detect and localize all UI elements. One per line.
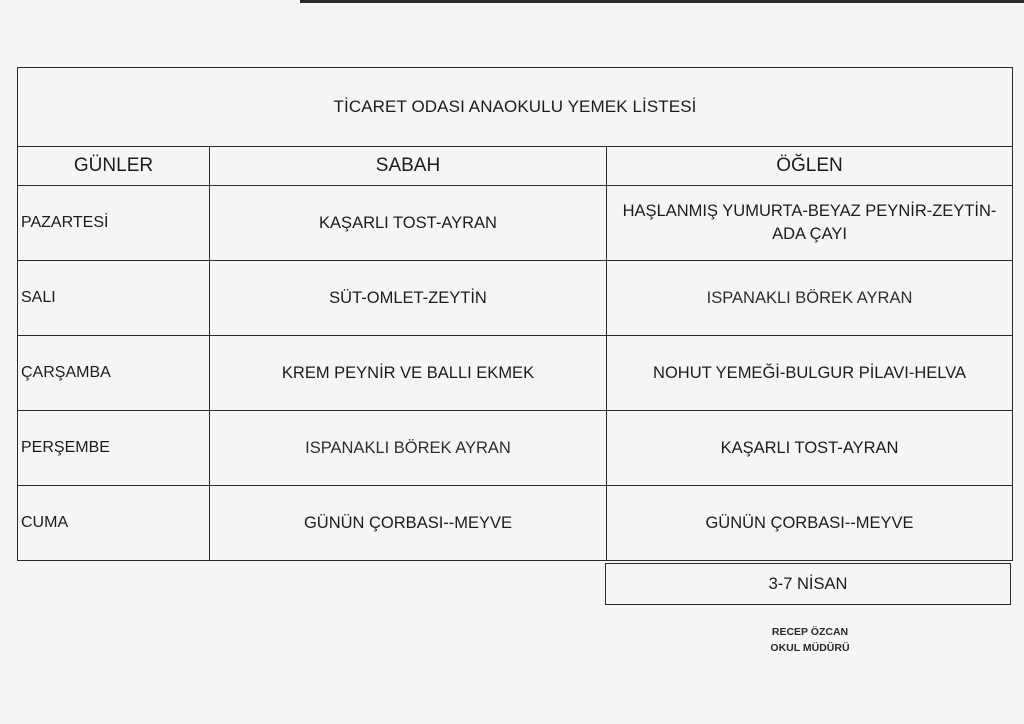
noon-meal-cell: HAŞLANMIŞ YUMURTA-BEYAZ PEYNİR-ZEYTİN-ADA ÇAYI (607, 186, 1013, 261)
date-range: 3-7 NİSAN (768, 574, 848, 593)
menu-title: TİCARET ODASI ANAOKULU YEMEK LİSTESİ (18, 68, 1013, 147)
day-cell: ÇARŞAMBA (18, 336, 210, 411)
header-row (18, 147, 1013, 186)
day-cell: PAZARTESİ (18, 186, 210, 261)
morning-meal-cell: SÜT-OMLET-ZEYTİN (210, 261, 607, 336)
title-row (18, 68, 1013, 147)
table-row (18, 411, 1013, 486)
noon-meal-cell: ISPANAKLI BÖREK AYRAN (607, 261, 1013, 336)
principal-name: RECEP ÖZCAN (771, 626, 849, 638)
morning-meal-cell: ISPANAKLI BÖREK AYRAN (210, 411, 607, 486)
table-row (18, 486, 1013, 561)
table-row (18, 186, 1013, 261)
day-cell: CUMA (18, 486, 210, 561)
day-cell: PERŞEMBE (18, 411, 210, 486)
header-days: GÜNLER (18, 147, 210, 186)
scan-top-edge (300, 0, 1024, 3)
meal-menu-table (17, 67, 1013, 561)
noon-meal-cell: KAŞARLI TOST-AYRAN (607, 411, 1013, 486)
table-row (18, 336, 1013, 411)
signature-block (730, 624, 890, 656)
morning-meal-cell: GÜNÜN ÇORBASI--MEYVE (210, 486, 607, 561)
principal-role: OKUL MÜDÜRÜ (770, 642, 850, 654)
header-noon: ÖĞLEN (607, 147, 1013, 186)
noon-meal-cell: GÜNÜN ÇORBASI--MEYVE (607, 486, 1013, 561)
header-morning: SABAH (210, 147, 607, 186)
table-row (18, 261, 1013, 336)
date-range-box (605, 563, 1011, 605)
morning-meal-cell: KAŞARLI TOST-AYRAN (210, 186, 607, 261)
day-cell: SALI (18, 261, 210, 336)
morning-meal-cell: KREM PEYNİR VE BALLI EKMEK (210, 336, 607, 411)
noon-meal-cell: NOHUT YEMEĞİ-BULGUR PİLAVI-HELVA (607, 336, 1013, 411)
